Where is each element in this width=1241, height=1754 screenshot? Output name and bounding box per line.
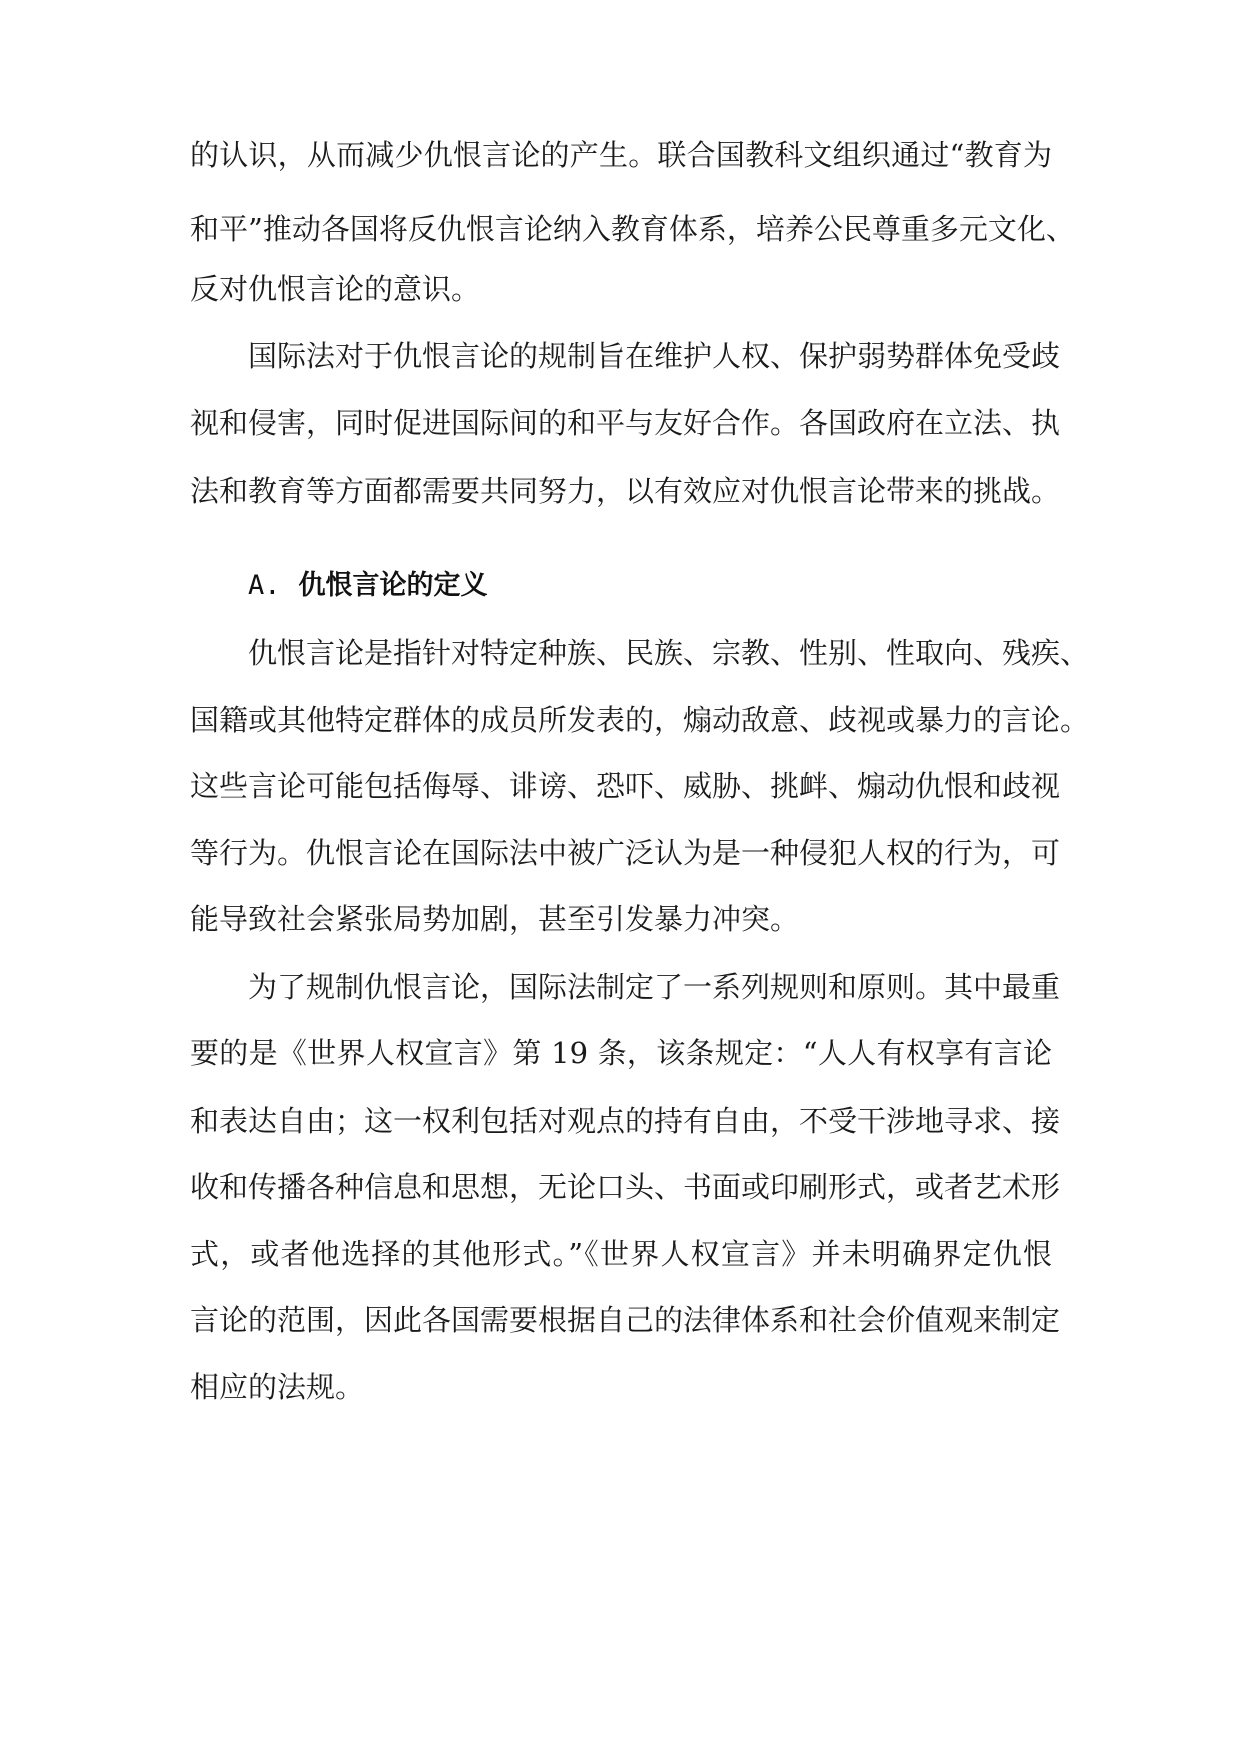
paragraph-line: 国籍或其他特定群体的成员所发表的，煽动敌意、歧视或暴力的言论。: [190, 703, 1090, 737]
paragraph-line: 相应的法规。: [190, 1370, 365, 1404]
paragraph-line: 式，或者他选择的其他形式。”《世界人权宣言》并未明确界定仇恨: [190, 1237, 1052, 1271]
paragraph-line: 和表达自由；这一权利包括对观点的持有自由，不受干涉地寻求、接: [190, 1104, 1061, 1138]
paragraph-line: 视和侵害，同时促进国际间的和平与友好合作。各国政府在立法、执: [190, 406, 1061, 440]
paragraph-line: 的认识，从而减少仇恨言论的产生。联合国教科文组织通过“教育为: [190, 138, 1052, 172]
section-heading: [248, 564, 488, 608]
paragraph-line: 要的是《世界人权宣言》第 19 条，该条规定：“人人有权享有言论: [190, 1036, 1052, 1070]
paragraph-line: 国际法对于仇恨言论的规制旨在维护人权、保护弱势群体免受歧: [248, 339, 1061, 373]
paragraph-line: 等行为。仇恨言论在国际法中被广泛认为是一种侵犯人权的行为，可: [190, 836, 1061, 870]
paragraph-line: 为了规制仇恨言论，国际法制定了一系列规则和原则。其中最重: [248, 970, 1061, 1004]
section-title: 仇恨言论的定义: [298, 570, 488, 601]
section-marker: A.: [248, 570, 281, 601]
paragraph-line: 收和传播各种信息和思想，无论口头、书面或印刷形式，或者艺术形: [190, 1170, 1061, 1204]
paragraph-line: 反对仇恨言论的意识。: [190, 272, 481, 306]
paragraph-line: 和平”推动各国将反仇恨言论纳入教育体系，培养公民尊重多元文化、: [190, 212, 1075, 246]
paragraph-line: 能导致社会紧张局势加剧，甚至引发暴力冲突。: [190, 902, 800, 936]
paragraph-line: 这些言论可能包括侮辱、诽谤、恐吓、威胁、挑衅、煽动仇恨和歧视: [190, 769, 1061, 803]
paragraph-line: 仇恨言论是指针对特定种族、民族、宗教、性别、性取向、残疾、: [248, 636, 1090, 670]
paragraph-line: 法和教育等方面都需要共同努力，以有效应对仇恨言论带来的挑战。: [190, 474, 1061, 508]
paragraph-line: 言论的范围，因此各国需要根据自己的法律体系和社会价值观来制定: [190, 1303, 1061, 1337]
